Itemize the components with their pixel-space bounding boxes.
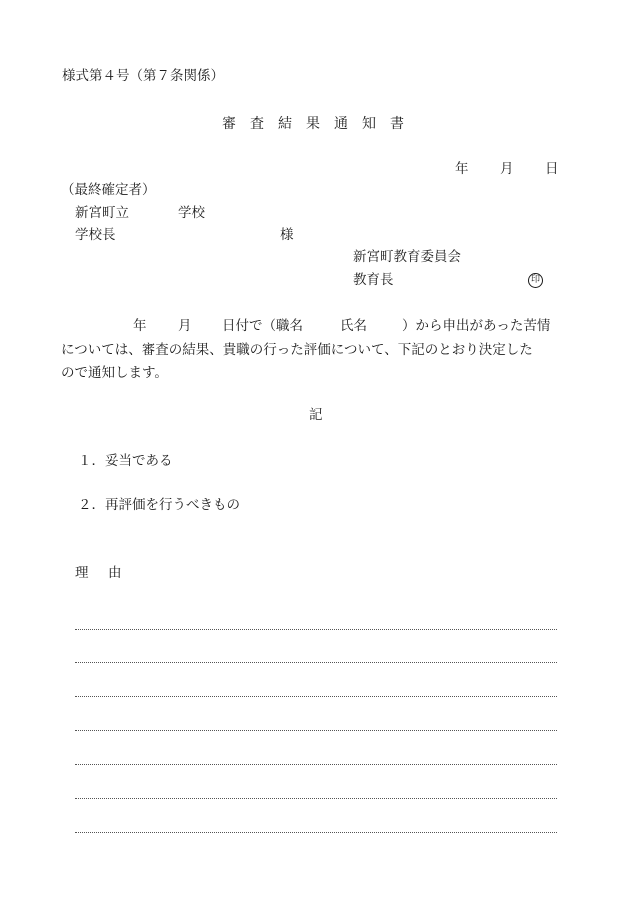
reason-line [75,832,557,833]
reason-line [75,764,557,765]
body-name-label: 氏名 [340,318,367,334]
honorific: 様 [280,227,294,243]
principal-label: 学校長 [75,227,116,243]
school-suffix: 学校 [178,205,205,221]
body-day-suffix: 日付で（職名 [222,318,303,334]
date-day: 日 [545,161,559,177]
sender-organization: 新宮町教育委員会 [353,249,461,265]
option-number: ２． [78,497,105,513]
body-line1-rest: ）から申出があった苦情 [402,318,551,334]
ki-heading: 記 [309,407,323,423]
seal-icon: 印 [528,273,543,288]
sender-title: 教育長 [353,272,394,288]
option-text: 再評価を行うべきもの [105,497,240,513]
body-year: 年 [133,318,147,334]
reason-label: 理 由 [75,565,125,581]
date-year: 年 [455,161,469,177]
body-line3: ので通知します。 [61,365,168,381]
reason-line [75,662,557,663]
body-line2: については、審査の結果、貴職の行った評価について、下記のとおり決定した [61,342,533,358]
recipient-role: （最終確定者） [61,182,156,198]
body-month: 月 [178,318,192,334]
option-number: １． [78,453,105,469]
reason-line [75,798,557,799]
school-prefix: 新宮町立 [75,205,129,221]
document-title: 審査結果通知書 [222,116,418,132]
reason-line [75,629,557,630]
reason-line [75,696,557,697]
option-text: 妥当である [105,453,173,469]
form-number: 様式第４号（第７条関係） [62,68,224,84]
date-month: 月 [500,161,514,177]
reason-line [75,730,557,731]
